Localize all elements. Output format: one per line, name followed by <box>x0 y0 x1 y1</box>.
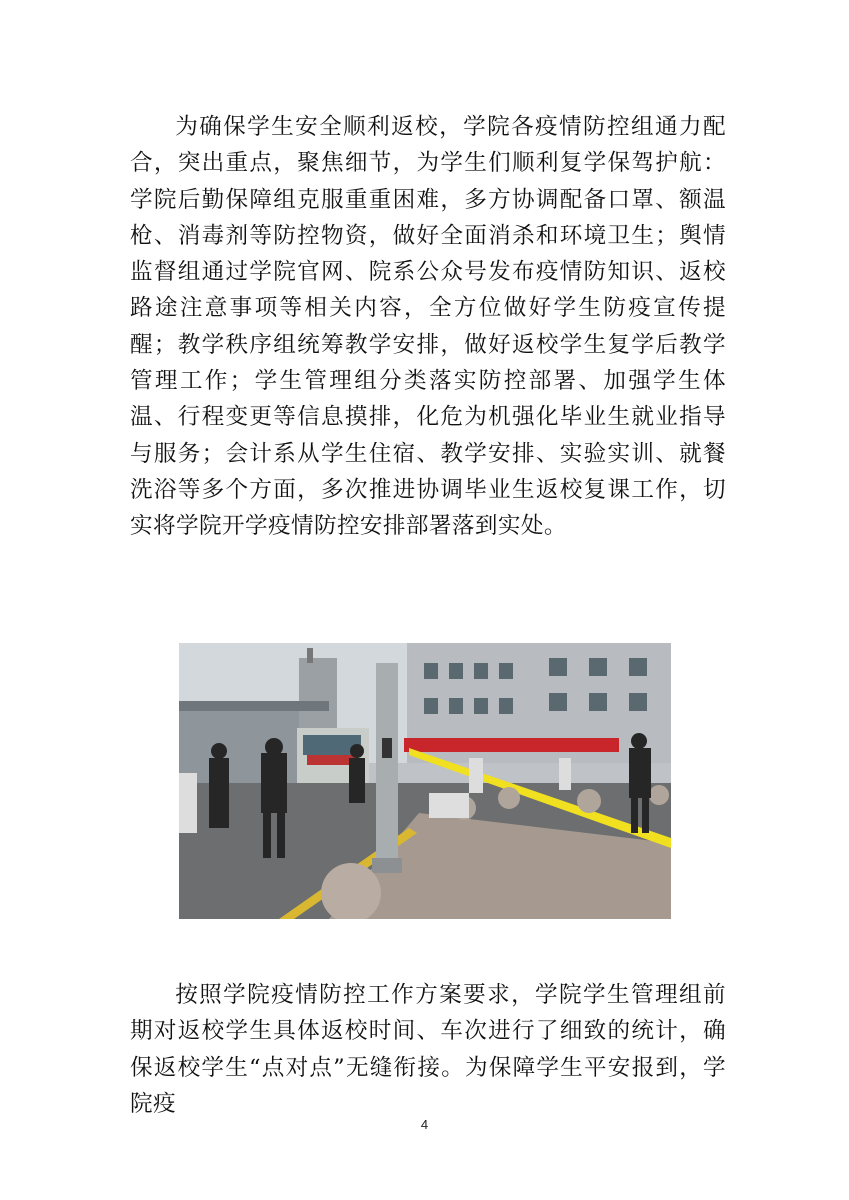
campus-gate-photo <box>179 643 671 919</box>
body-paragraph-2: 按照学院疫情防控工作方案要求，学院学生管理组前期对返校学生具体返校时间、车次进行了细致的统计，确保返校学生“点对点”无缝衔接。为保障学生平安报到，学院疫 <box>130 982 726 1117</box>
body-paragraph-1: 为确保学生安全顺利返校，学院各疫情防控组通力配合，突出重点，聚焦细节，为学生们顺利复学保驾护航：学院后勤保障组克服重重困难，多方协调配备口罩、额温枪、消毒剂等防控物资，做好全面消杀和环境卫生；舆情监督组通过学院官网、院系公众号发布疫情防知识、返校路途注意事项等相关内容，全方位做好学生防疫宣传提醒；教学秩序组统筹教学安排，做好返校学生复学后教学管理工作；学生管理组分类落实防控部署、加强学生体温、行程变更等信息摸排，化危为机强化毕业生就业指导与服务；会计系从学生住宿、教学安排、实验实训、就餐洗浴等多个方面，多次推进协调毕业生返校复课工作，切实将学院开学疫情防控安排部署落到实处。 <box>130 114 726 540</box>
page-number: 4 <box>420 1117 429 1132</box>
